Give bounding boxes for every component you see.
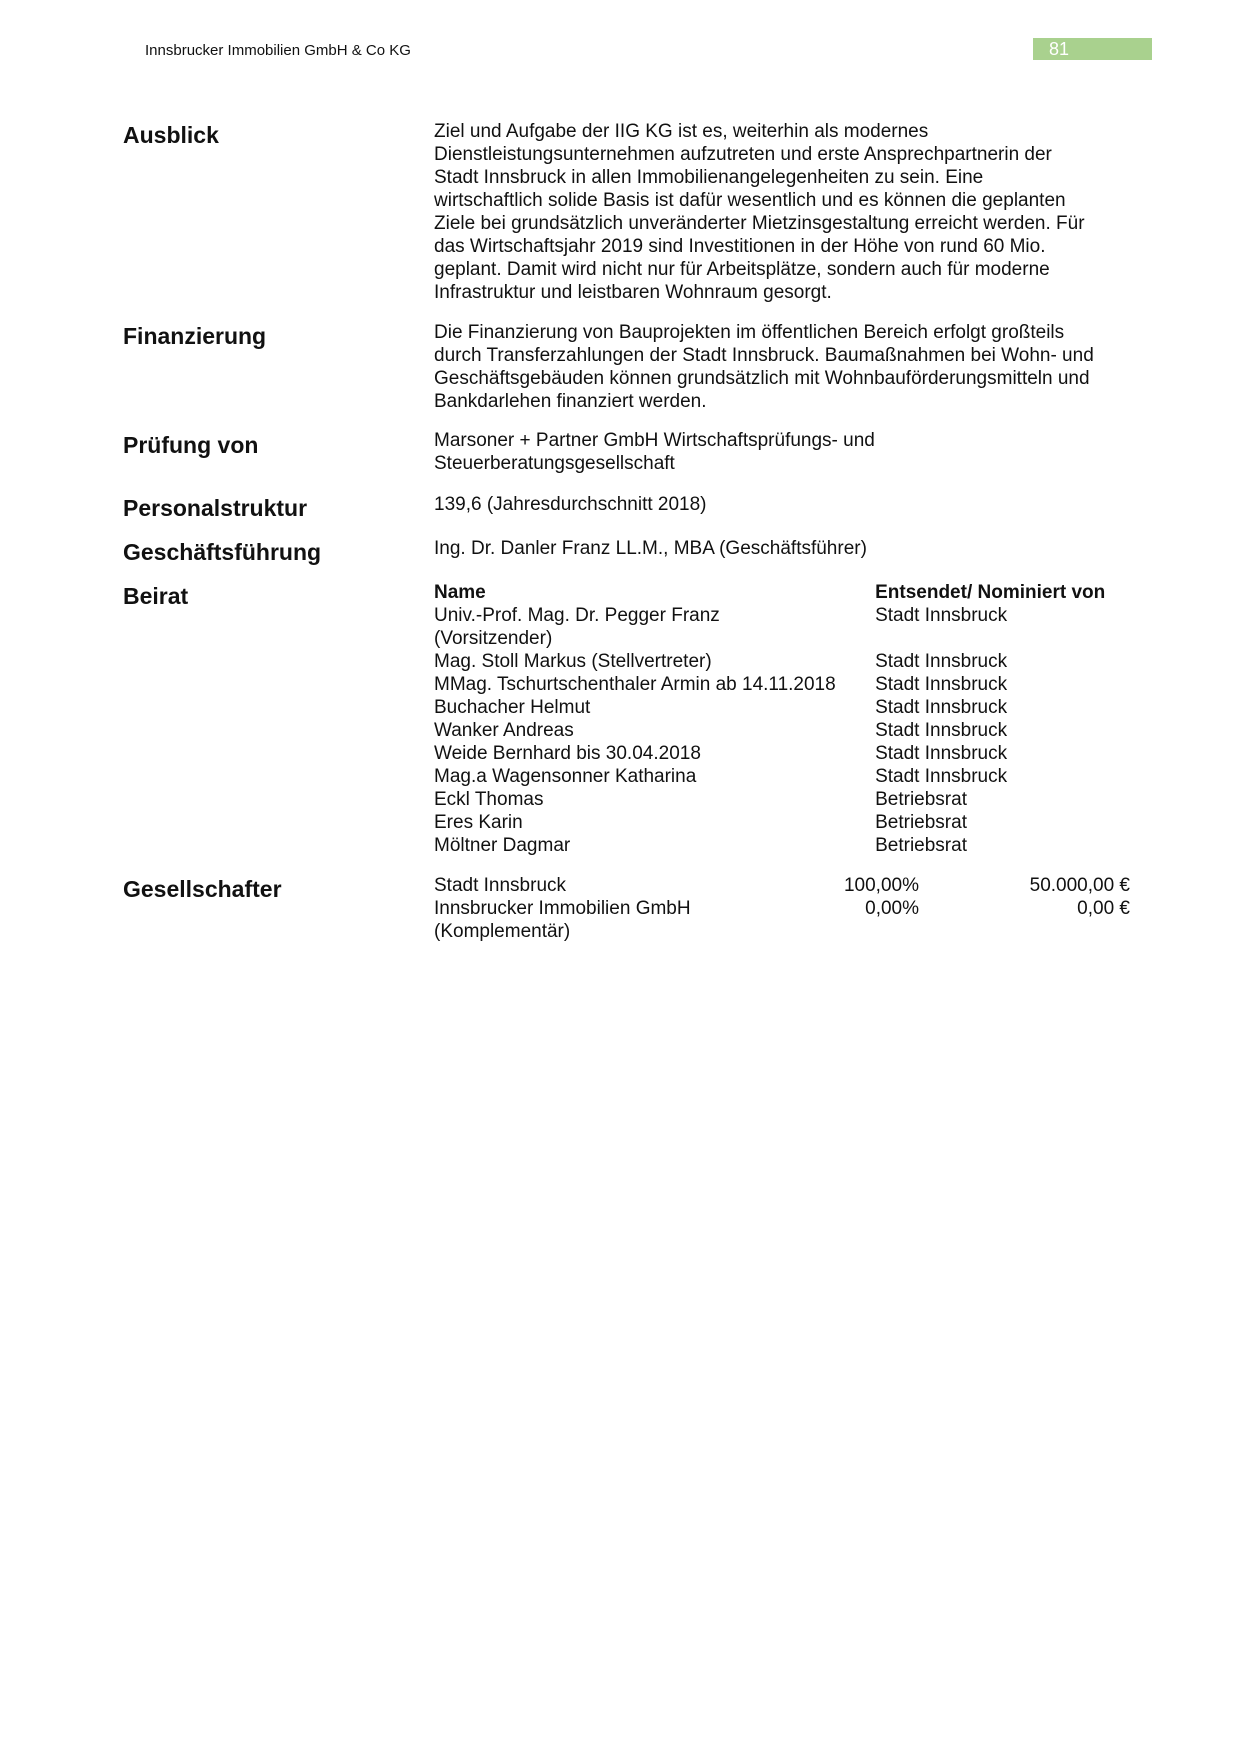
beirat-table-wrap bbox=[434, 581, 1134, 857]
beirat-member-by: Stadt Innsbruck bbox=[875, 651, 1008, 672]
section-label-gesellschafter: Gesellschafter bbox=[123, 876, 282, 902]
beirat-member-name: Mag.a Wagensonner Katharina bbox=[434, 766, 697, 787]
beirat-member-name: Wanker Andreas bbox=[434, 720, 574, 741]
section-label-pruefung: Prüfung von bbox=[123, 432, 259, 458]
section-label-finanzierung: Finanzierung bbox=[123, 323, 267, 349]
gesellschafter-share: 0,00% bbox=[865, 898, 919, 919]
gesellschafter-amount: 0,00 € bbox=[1077, 898, 1130, 919]
page-number: 81 bbox=[1033, 38, 1152, 60]
gesellschafter-table bbox=[434, 874, 1130, 943]
header-company-name: Innsbrucker Immobilien GmbH & Co KG bbox=[145, 42, 411, 59]
section-label-geschaeftsfuehrung: Geschäftsführung bbox=[123, 539, 322, 565]
ausblick-line: Ziele bei grundsätzlich unveränderter Mietzinsgestaltung erreicht werden. Für bbox=[434, 213, 1085, 234]
beirat-member-by: Stadt Innsbruck bbox=[875, 697, 1008, 718]
beirat-member-name: Eckl Thomas bbox=[434, 789, 544, 810]
beirat-member-by: Betriebsrat bbox=[875, 835, 967, 856]
section-text-finanzierung bbox=[434, 321, 1134, 413]
table-row bbox=[434, 696, 1134, 719]
finanzierung-line: durch Transferzahlungen der Stadt Innsbruck. Baumaßnahmen bei Wohn- und bbox=[434, 345, 1094, 366]
table-row bbox=[434, 788, 1134, 811]
ausblick-line: Infrastruktur und leistbaren Wohnraum gesorgt. bbox=[434, 282, 832, 303]
table-row bbox=[434, 834, 1134, 857]
pruefung-line: Marsoner + Partner GmbH Wirtschaftsprüfungs- und bbox=[434, 430, 875, 451]
table-row bbox=[434, 604, 1134, 650]
table-row bbox=[434, 874, 1130, 897]
ausblick-line: Stadt Innsbruck in allen Immobilienangelegenheiten zu sein. Eine bbox=[434, 167, 984, 188]
beirat-member-name: Eres Karin bbox=[434, 812, 523, 833]
finanzierung-line: Die Finanzierung von Bauprojekten im öffentlichen Bereich erfolgt großteils bbox=[434, 322, 1065, 343]
pruefung-line: Steuerberatungsgesellschaft bbox=[434, 453, 675, 474]
beirat-member-name: Mag. Stoll Markus (Stellvertreter) bbox=[434, 651, 712, 672]
beirat-member-by: Stadt Innsbruck bbox=[875, 766, 1008, 787]
table-row bbox=[434, 765, 1134, 788]
beirat-member-by: Stadt Innsbruck bbox=[875, 605, 1008, 626]
beirat-col-by: Entsendet/ Nominiert von bbox=[875, 582, 1106, 603]
section-text-personal: 139,6 (Jahresdurchschnitt 2018) bbox=[434, 494, 707, 515]
table-row bbox=[434, 673, 1134, 696]
table-row bbox=[434, 897, 1130, 943]
section-label-ausblick: Ausblick bbox=[123, 122, 219, 148]
gesellschafter-amount: 50.000,00 € bbox=[1029, 875, 1130, 896]
beirat-member-name: Weide Bernhard bis 30.04.2018 bbox=[434, 743, 701, 764]
beirat-member-by: Betriebsrat bbox=[875, 789, 967, 810]
beirat-member-by: Stadt Innsbruck bbox=[875, 720, 1008, 741]
section-text-pruefung bbox=[434, 429, 1134, 475]
gesellschafter-name: Stadt Innsbruck bbox=[434, 875, 567, 896]
beirat-member-by: Stadt Innsbruck bbox=[875, 743, 1008, 764]
section-text-ausblick bbox=[434, 120, 1134, 304]
table-row bbox=[434, 811, 1134, 834]
section-label-personal: Personalstruktur bbox=[123, 495, 308, 521]
beirat-member-name: MMag. Tschurtschenthaler Armin ab 14.11.2018 bbox=[434, 674, 836, 695]
beirat-member-by: Betriebsrat bbox=[875, 812, 967, 833]
finanzierung-line: Geschäftsgebäuden können grundsätzlich mit Wohnbauförderungsmitteln und bbox=[434, 368, 1090, 389]
beirat-member-name: Möltner Dagmar bbox=[434, 835, 571, 856]
section-text-geschaeftsfuehrung: Ing. Dr. Danler Franz LL.M., MBA (Geschäftsführer) bbox=[434, 538, 867, 559]
beirat-table bbox=[434, 581, 1134, 857]
section-label-beirat: Beirat bbox=[123, 583, 189, 609]
table-row bbox=[434, 742, 1134, 765]
gesellschafter-name: Innsbrucker Immobilien GmbH (Komplementär) bbox=[434, 898, 691, 942]
beirat-member-by: Stadt Innsbruck bbox=[875, 674, 1008, 695]
gesellschafter-table-wrap bbox=[434, 874, 1134, 943]
beirat-header-row bbox=[434, 581, 1134, 604]
ausblick-line: wirtschaftlich solide Basis ist dafür wesentlich und es können die geplanten bbox=[434, 190, 1066, 211]
ausblick-line: das Wirtschaftsjahr 2019 sind Investitionen in der Höhe von rund 60 Mio. bbox=[434, 236, 1046, 257]
beirat-member-name: Buchacher Helmut bbox=[434, 697, 591, 718]
ausblick-line: Dienstleistungsunternehmen aufzutreten und erste Ansprechpartnerin der bbox=[434, 144, 1052, 165]
finanzierung-line: Bankdarlehen finanziert werden. bbox=[434, 391, 707, 412]
beirat-col-name: Name bbox=[434, 582, 486, 603]
table-row bbox=[434, 650, 1134, 673]
ausblick-line: geplant. Damit wird nicht nur für Arbeitsplätze, sondern auch für moderne bbox=[434, 259, 1050, 280]
beirat-member-name: Univ.-Prof. Mag. Dr. Pegger Franz (Vorsitzender) bbox=[434, 605, 720, 649]
table-row bbox=[434, 719, 1134, 742]
gesellschafter-share: 100,00% bbox=[843, 875, 919, 896]
ausblick-line: Ziel und Aufgabe der IIG KG ist es, weiterhin als modernes bbox=[434, 121, 929, 142]
